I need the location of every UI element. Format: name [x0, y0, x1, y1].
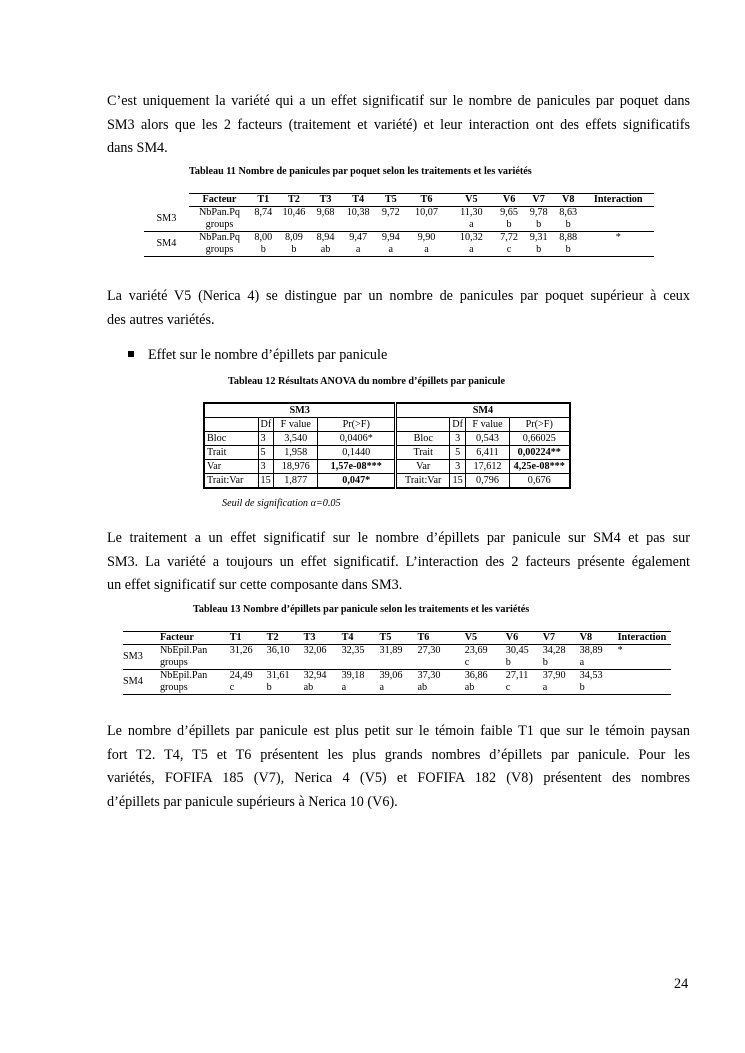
text-line: Le nombre d’épillets par panicule est plus petit sur le témoin faible T1 que sur le témoin paysan [107, 723, 690, 739]
table-cell [311, 219, 340, 232]
row-label: Trait [204, 446, 258, 460]
table-cell: 34,53 [579, 670, 603, 681]
row-label: Var [204, 460, 258, 474]
table-cell [267, 657, 304, 670]
table-cell: 31,61 [266, 670, 290, 681]
table-cell [405, 219, 448, 232]
table-cell: a [342, 682, 380, 695]
column-header: V8 [554, 194, 583, 207]
table-cell: 0,047* [318, 474, 396, 489]
table-cell: 5 [258, 446, 274, 460]
text-line: un effet significatif sur cette composante dans SM3. [107, 577, 403, 593]
table-cell: 3,540 [274, 432, 318, 446]
row-label: Trait:Var [204, 474, 258, 489]
table-cell: 31,26 [229, 645, 253, 656]
column-header: Df [258, 418, 274, 432]
table-cell: a [340, 244, 377, 257]
table-cell: 0,0406* [318, 432, 396, 446]
table-cell: 39,18 [341, 670, 365, 681]
table-cell: 0,543 [466, 432, 510, 446]
table-cell: 32,06 [303, 645, 327, 656]
table-cell: 0,00224** [510, 446, 570, 460]
table-cell: 9,94 [381, 232, 400, 243]
table-cell: 10,07 [415, 207, 438, 218]
row-label: Trait [396, 446, 450, 460]
table-cell: 3 [450, 432, 466, 446]
paragraph-2 [107, 285, 690, 332]
table-cell: b [267, 682, 304, 695]
table-cell: 8,74 [254, 207, 273, 218]
table-cell: b [580, 682, 618, 695]
table-cell: 9,31 [529, 232, 548, 243]
column-header: V7 [523, 194, 554, 207]
text-line: La variété V5 (Nerica 4) se distingue par un nombre de panicules par poquet supérieur à ceux [107, 288, 690, 304]
table-cell: b [554, 219, 583, 232]
table-cell: 15 [450, 474, 466, 489]
row-site-label: SM4 [144, 232, 189, 257]
bullet-text: Effet sur le nombre d’épillets par panicule [148, 347, 388, 363]
bullet-square-icon [128, 351, 134, 357]
table-row [123, 682, 671, 695]
column-header: T1 [230, 632, 267, 645]
table-cell: NbEpil.Pan [159, 670, 208, 681]
table-cell: 27,30 [417, 645, 441, 656]
column-header: T5 [377, 194, 406, 207]
column-header: Facteur [189, 194, 250, 207]
column-header: F value [466, 418, 510, 432]
table-cell: 10,46 [282, 207, 306, 218]
table-cell: 17,612 [466, 460, 510, 474]
table-11 [144, 193, 654, 257]
table-row [123, 670, 671, 683]
column-header: Pr(>F) [318, 418, 396, 432]
text-line: Le traitement a un effet significatif sur le nombre d’épillets par panicule sur SM4 et pas sur [107, 530, 690, 546]
table-cell [582, 207, 654, 220]
text-line: fort T2. T4, T5 et T6 présentent les plus grands nombres d’épillets par panicule. Pour les [107, 746, 690, 763]
row-label: Bloc [396, 432, 450, 446]
table-cell [618, 670, 671, 683]
table-cell: 36,10 [266, 645, 290, 656]
table-cell: 3 [450, 460, 466, 474]
significance-note: Seuil de signification α=0.05 [222, 498, 341, 509]
table-cell: ab [311, 244, 340, 257]
table-cell: 10,38 [346, 207, 370, 218]
column-header: T2 [277, 194, 312, 207]
table-cell: NbEpil.Pan [159, 645, 208, 656]
table-cell: b [554, 244, 583, 257]
paragraph-1 [107, 90, 690, 161]
column-header: Interaction [618, 632, 671, 645]
table-cell [380, 657, 418, 670]
column-header: T1 [250, 194, 277, 207]
sm4-header: SM4 [396, 403, 570, 418]
table-11-caption: Tableau 11 Nombre de panicules par poquet selon les traitements et les variétés [189, 166, 532, 177]
column-header: Pr(>F) [510, 418, 570, 432]
table-cell [230, 657, 267, 670]
table-cell: 0,676 [510, 474, 570, 489]
row-label: Bloc [204, 432, 258, 446]
table-cell [582, 244, 654, 257]
table-cell: 37,30 [417, 670, 441, 681]
table-cell: groups [160, 657, 230, 670]
table-row [144, 244, 654, 257]
table-cell: b [277, 244, 312, 257]
table-cell: 34,28 [542, 645, 566, 656]
column-header: Df [450, 418, 466, 432]
table-13-caption: Tableau 13 Nombre d’épillets par panicule selon les traitements et les variétés [193, 604, 530, 615]
table-cell: c [230, 682, 267, 695]
table-cell: 9,72 [381, 207, 400, 218]
table-cell [304, 657, 342, 670]
table-cell: groups [189, 219, 250, 232]
text-line: SM3 alors que les 2 facteurs (traitement et variété) et leur interaction ont des effets significatifs [107, 116, 690, 133]
table-cell: 9,68 [316, 207, 335, 218]
table-cell: 5 [450, 446, 466, 460]
text-line: variétés, FOFIFA 185 (V7), Nerica 4 (V5) et FOFIFA 182 (V8) présentent des nombres [107, 770, 690, 786]
table-cell: groups [160, 682, 230, 695]
table-cell: ab [418, 682, 465, 695]
table-cell: c [495, 244, 524, 257]
table-12 [203, 402, 571, 489]
table-cell [618, 682, 671, 695]
table-cell: NbPan.Pq [198, 207, 240, 218]
table-row [144, 232, 654, 245]
table-row [204, 432, 570, 446]
table-cell [377, 219, 406, 232]
table-cell [340, 219, 377, 232]
row-site-label: SM3 [123, 645, 160, 670]
column-header: V8 [580, 632, 618, 645]
table-row [204, 474, 570, 489]
table-cell: 7,72 [500, 232, 518, 243]
column-header: T3 [304, 632, 342, 645]
bullet-item [128, 347, 387, 364]
table-row [144, 219, 654, 232]
page-number: 24 [674, 976, 689, 992]
column-header: T2 [267, 632, 304, 645]
table-cell: 18,976 [274, 460, 318, 474]
table-cell: 37,90 [542, 670, 566, 681]
table-cell: 8,00 [254, 232, 273, 243]
column-header: Facteur [160, 632, 230, 645]
table-cell: b [523, 219, 554, 232]
table-cell: 9,47 [349, 232, 368, 243]
column-header: F value [274, 418, 318, 432]
table-cell: c [465, 657, 506, 670]
table-row [123, 657, 671, 670]
table-cell: 8,94 [316, 232, 335, 243]
table-row [204, 446, 570, 460]
table-cell: 23,69 [464, 645, 488, 656]
row-label: Var [396, 460, 450, 474]
table-cell: groups [189, 244, 250, 257]
table-cell: a [448, 244, 495, 257]
table-cell: 8,63 [559, 207, 578, 218]
table-cell: 4,25e-08*** [510, 460, 570, 474]
table-cell: 31,89 [379, 645, 403, 656]
sm3-header: SM3 [204, 403, 396, 418]
table-cell: 8,88 [559, 232, 578, 243]
table-cell: 1,877 [274, 474, 318, 489]
table-cell: 27,11 [505, 670, 529, 681]
paragraph-4 [107, 720, 690, 814]
table-cell: a [448, 219, 495, 232]
column-header: T6 [405, 194, 448, 207]
table-cell: b [250, 244, 277, 257]
column-header: V7 [543, 632, 580, 645]
table-cell: NbPan.Pq [198, 232, 240, 243]
table-cell: * [615, 232, 621, 243]
table-cell: 1,57e-08*** [318, 460, 396, 474]
text-line: des autres variétés. [107, 311, 215, 328]
table-cell: 15 [258, 474, 274, 489]
table-cell: b [495, 219, 524, 232]
column-header: T6 [418, 632, 465, 645]
table-row [204, 460, 570, 474]
table-cell: 36,86 [464, 670, 488, 681]
table-cell: 0,796 [466, 474, 510, 489]
table-cell: 6,411 [466, 446, 510, 460]
table-cell: b [523, 244, 554, 257]
table-cell: 32,94 [303, 670, 327, 681]
table-12-caption: Tableau 12 Résultats ANOVA du nombre d’épillets par panicule [228, 376, 505, 387]
text-line: SM3. La variété a toujours un effet significatif. L’interaction des 2 facteurs présente également [107, 553, 690, 570]
table-cell: 0,1440 [318, 446, 396, 460]
table-cell: 3 [258, 460, 274, 474]
table-cell: 24,49 [229, 670, 253, 681]
column-header: V6 [495, 194, 524, 207]
table-cell: 8,09 [285, 232, 303, 243]
table-cell: 1,958 [274, 446, 318, 460]
table-cell: ab [304, 682, 342, 695]
table-cell: ab [465, 682, 506, 695]
table-cell [418, 657, 465, 670]
row-site-label: SM4 [123, 670, 160, 695]
column-header: Interaction [582, 194, 654, 207]
table-cell: a [580, 657, 618, 670]
table-cell: a [380, 682, 418, 695]
table-cell: a [377, 244, 406, 257]
table-cell [618, 657, 671, 670]
column-header: T4 [342, 632, 380, 645]
table-cell: 32,35 [341, 645, 365, 656]
table-cell: * [617, 645, 623, 656]
column-header: T5 [380, 632, 418, 645]
table-cell [582, 219, 654, 232]
table-cell: 30,45 [505, 645, 529, 656]
row-site-label: SM3 [144, 207, 189, 232]
table-cell: 11,30 [460, 207, 483, 218]
column-header: T3 [311, 194, 340, 207]
table-cell: b [506, 657, 543, 670]
text-line: dans SM4. [107, 140, 168, 156]
table-cell: 38,89 [579, 645, 603, 656]
column-header: V6 [506, 632, 543, 645]
table-cell: 3 [258, 432, 274, 446]
table-cell: 39,06 [379, 670, 403, 681]
table-cell: 9,90 [417, 232, 436, 243]
text-line: C’est uniquement la variété qui a un effet significatif sur le nombre de panicules par poquet dans [107, 93, 690, 109]
table-row [144, 207, 654, 220]
table-cell: c [506, 682, 543, 695]
column-header: T4 [340, 194, 377, 207]
table-cell: a [543, 682, 580, 695]
table-cell [342, 657, 380, 670]
table-cell: 10,32 [459, 232, 483, 243]
table-cell: 0,66025 [510, 432, 570, 446]
table-cell: 9,78 [529, 207, 548, 218]
column-header: V5 [465, 632, 506, 645]
row-label: Trait:Var [396, 474, 450, 489]
table-row [123, 645, 671, 658]
table-cell [277, 219, 312, 232]
table-13 [123, 631, 671, 695]
table-cell: a [405, 244, 448, 257]
table-cell: 9,65 [500, 207, 518, 218]
table-cell [250, 219, 277, 232]
text-line: d’épillets par panicule supérieurs à Nerica 10 (V6). [107, 793, 398, 810]
column-header: V5 [448, 194, 495, 207]
table-cell: b [543, 657, 580, 670]
paragraph-3 [107, 527, 690, 598]
